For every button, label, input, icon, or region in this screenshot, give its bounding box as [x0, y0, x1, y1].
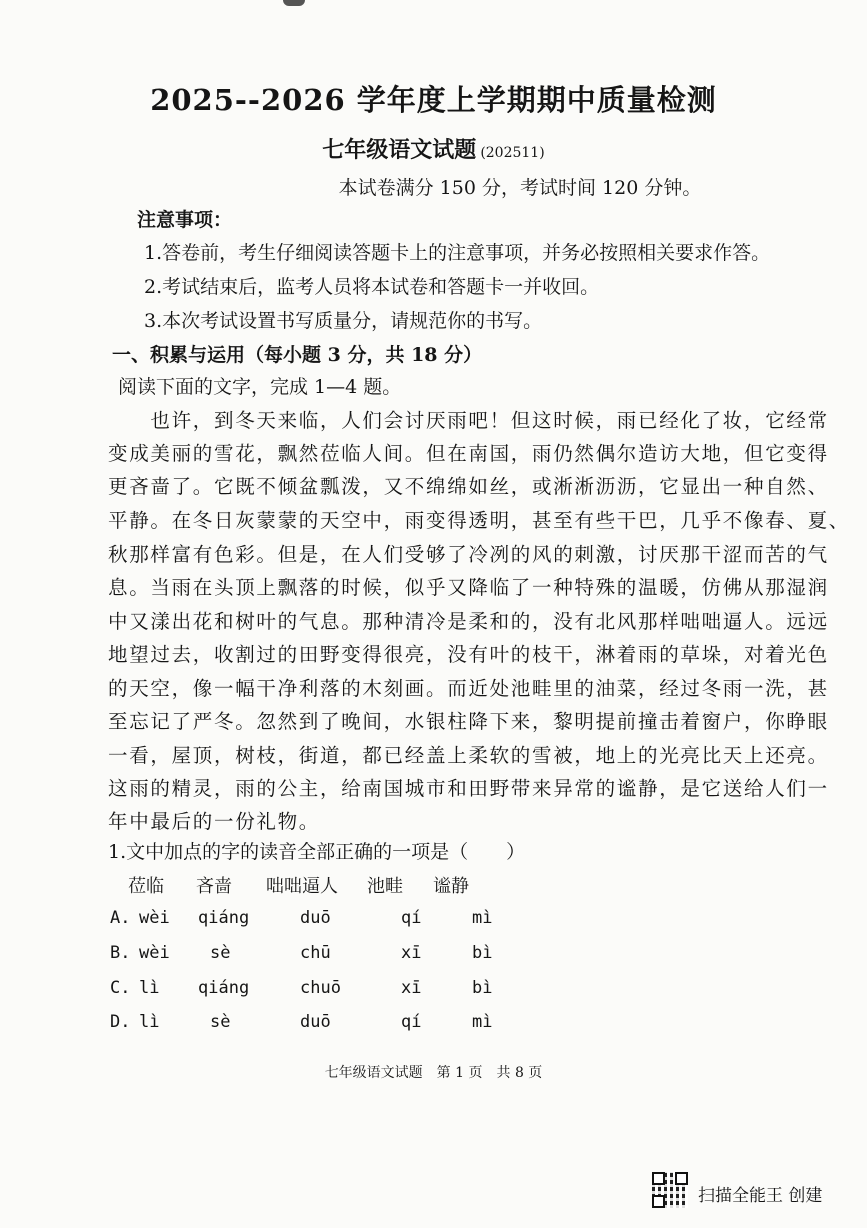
passage-line: 平静。在冬日灰蒙蒙的天空中，雨变得透明，甚至有些干巴，几乎不像春、夏、 [108, 509, 851, 532]
reading-instruction: 阅读下面的文字，完成 1—4 题。 [118, 376, 402, 398]
note-item: 3.本次考试设置书写质量分，请规范你的书写。 [144, 310, 543, 332]
option-label: A. [110, 908, 131, 928]
qr-code-icon [652, 1172, 688, 1212]
exam-title: 2025--2026 学年度上学期期中质量检测 [150, 83, 717, 117]
passage-line: 更吝啬了。它既不倾盆瓢泼，又不绵绵如丝，或淅淅沥沥，它显出一种自然、 [108, 475, 829, 498]
reading: duō [300, 908, 331, 928]
passage-line: 年中最后的一份礼物。 [108, 810, 321, 833]
word: 咄咄逼人 [266, 876, 338, 897]
reading: bì [472, 943, 493, 963]
word: 池畦 [367, 876, 403, 897]
subtitle-code: (202511) [480, 145, 545, 161]
word: 吝啬 [196, 876, 232, 897]
scanner-watermark: 扫描全能王 创建 [698, 1186, 823, 1206]
section-heading: 一、积累与运用（每小题 3 分，共 18 分） [112, 344, 483, 366]
reading: mì [472, 908, 493, 928]
reading: lì [139, 978, 160, 998]
reading: sè [210, 943, 231, 963]
question-1-stem: 1.文中加点的字的读音全部正确的一项是（ ） [108, 841, 526, 863]
passage-line: 一看，屋顶，树枝，街道，都已经盖上柔软的雪被，地上的光亮比天上还亮。 [108, 744, 829, 767]
passage-line: 的天空，像一幅干净利落的木刻画。而近处池畦里的油菜，经过冬雨一洗，甚 [108, 677, 829, 700]
reading: qiáng [198, 978, 250, 998]
reading: wèi [139, 908, 170, 928]
reading: chuō [300, 978, 341, 998]
option-label: D. [110, 1012, 131, 1032]
reading: xī [401, 978, 422, 998]
reading: mì [472, 1012, 493, 1032]
notes-heading: 注意事项： [137, 209, 233, 231]
score-line: 本试卷满分 150 分，考试时间 120 分钟。 [338, 177, 702, 199]
passage-line: 中又漾出花和树叶的气息。那种清冷是柔和的，没有北风那样咄咄逼人。远远 [108, 610, 829, 633]
word: 莅临 [128, 876, 164, 897]
subtitle-text: 七年级语文试题 [322, 137, 477, 163]
reading: qí [401, 908, 422, 928]
note-item: 1.答卷前，考生仔细阅读答题卡上的注意事项，并务必按照相关要求作答。 [144, 242, 771, 264]
reading: bì [472, 978, 493, 998]
scan-artifact [283, 0, 305, 6]
passage-line: 地望过去，收割过的田野变得很亮，没有叶的枝干，淋着雨的草垛，对着光色 [108, 643, 829, 666]
passage-line: 至忘记了严冬。忽然到了晚间，水银柱降下来，黎明提前撞击着窗户，你睁眼 [108, 710, 829, 733]
passage-line: 秋那样富有色彩。但是，在人们受够了冷冽的风的刺激，讨厌那干涩而苦的气 [108, 543, 829, 566]
option-label: B. [110, 943, 131, 963]
reading: wèi [139, 943, 170, 963]
page-footer: 七年级语文试题 第 1 页 共 8 页 [324, 1065, 543, 1081]
reading: chū [300, 943, 331, 963]
reading: sè [210, 1012, 231, 1032]
passage-line: 也许，到冬天来临，人们会讨厌雨吧！但这时候，雨已经化了妆，它经常 [108, 409, 829, 432]
word: 谧静 [433, 876, 469, 897]
passage-line: 这雨的精灵，雨的公主，给南国城市和田野带来异常的谧静，是它送给人们一 [108, 777, 829, 800]
reading: lì [139, 1012, 160, 1032]
reading: duō [300, 1012, 331, 1032]
note-item: 2.考试结束后，监考人员将本试卷和答题卡一并收回。 [144, 276, 600, 298]
exam-subtitle [0, 133, 867, 164]
passage-line: 息。当雨在头顶上飘落的时候，似乎又降临了一种特殊的温暖，仿佛从那湿润 [108, 576, 829, 599]
passage-line: 变成美丽的雪花，飘然莅临人间。但在南国，雨仍然偶尔造访大地，但它变得 [108, 442, 829, 465]
reading: qiáng [198, 908, 250, 928]
reading: xī [401, 943, 422, 963]
option-label: C. [110, 978, 131, 998]
reading: qí [401, 1012, 422, 1032]
